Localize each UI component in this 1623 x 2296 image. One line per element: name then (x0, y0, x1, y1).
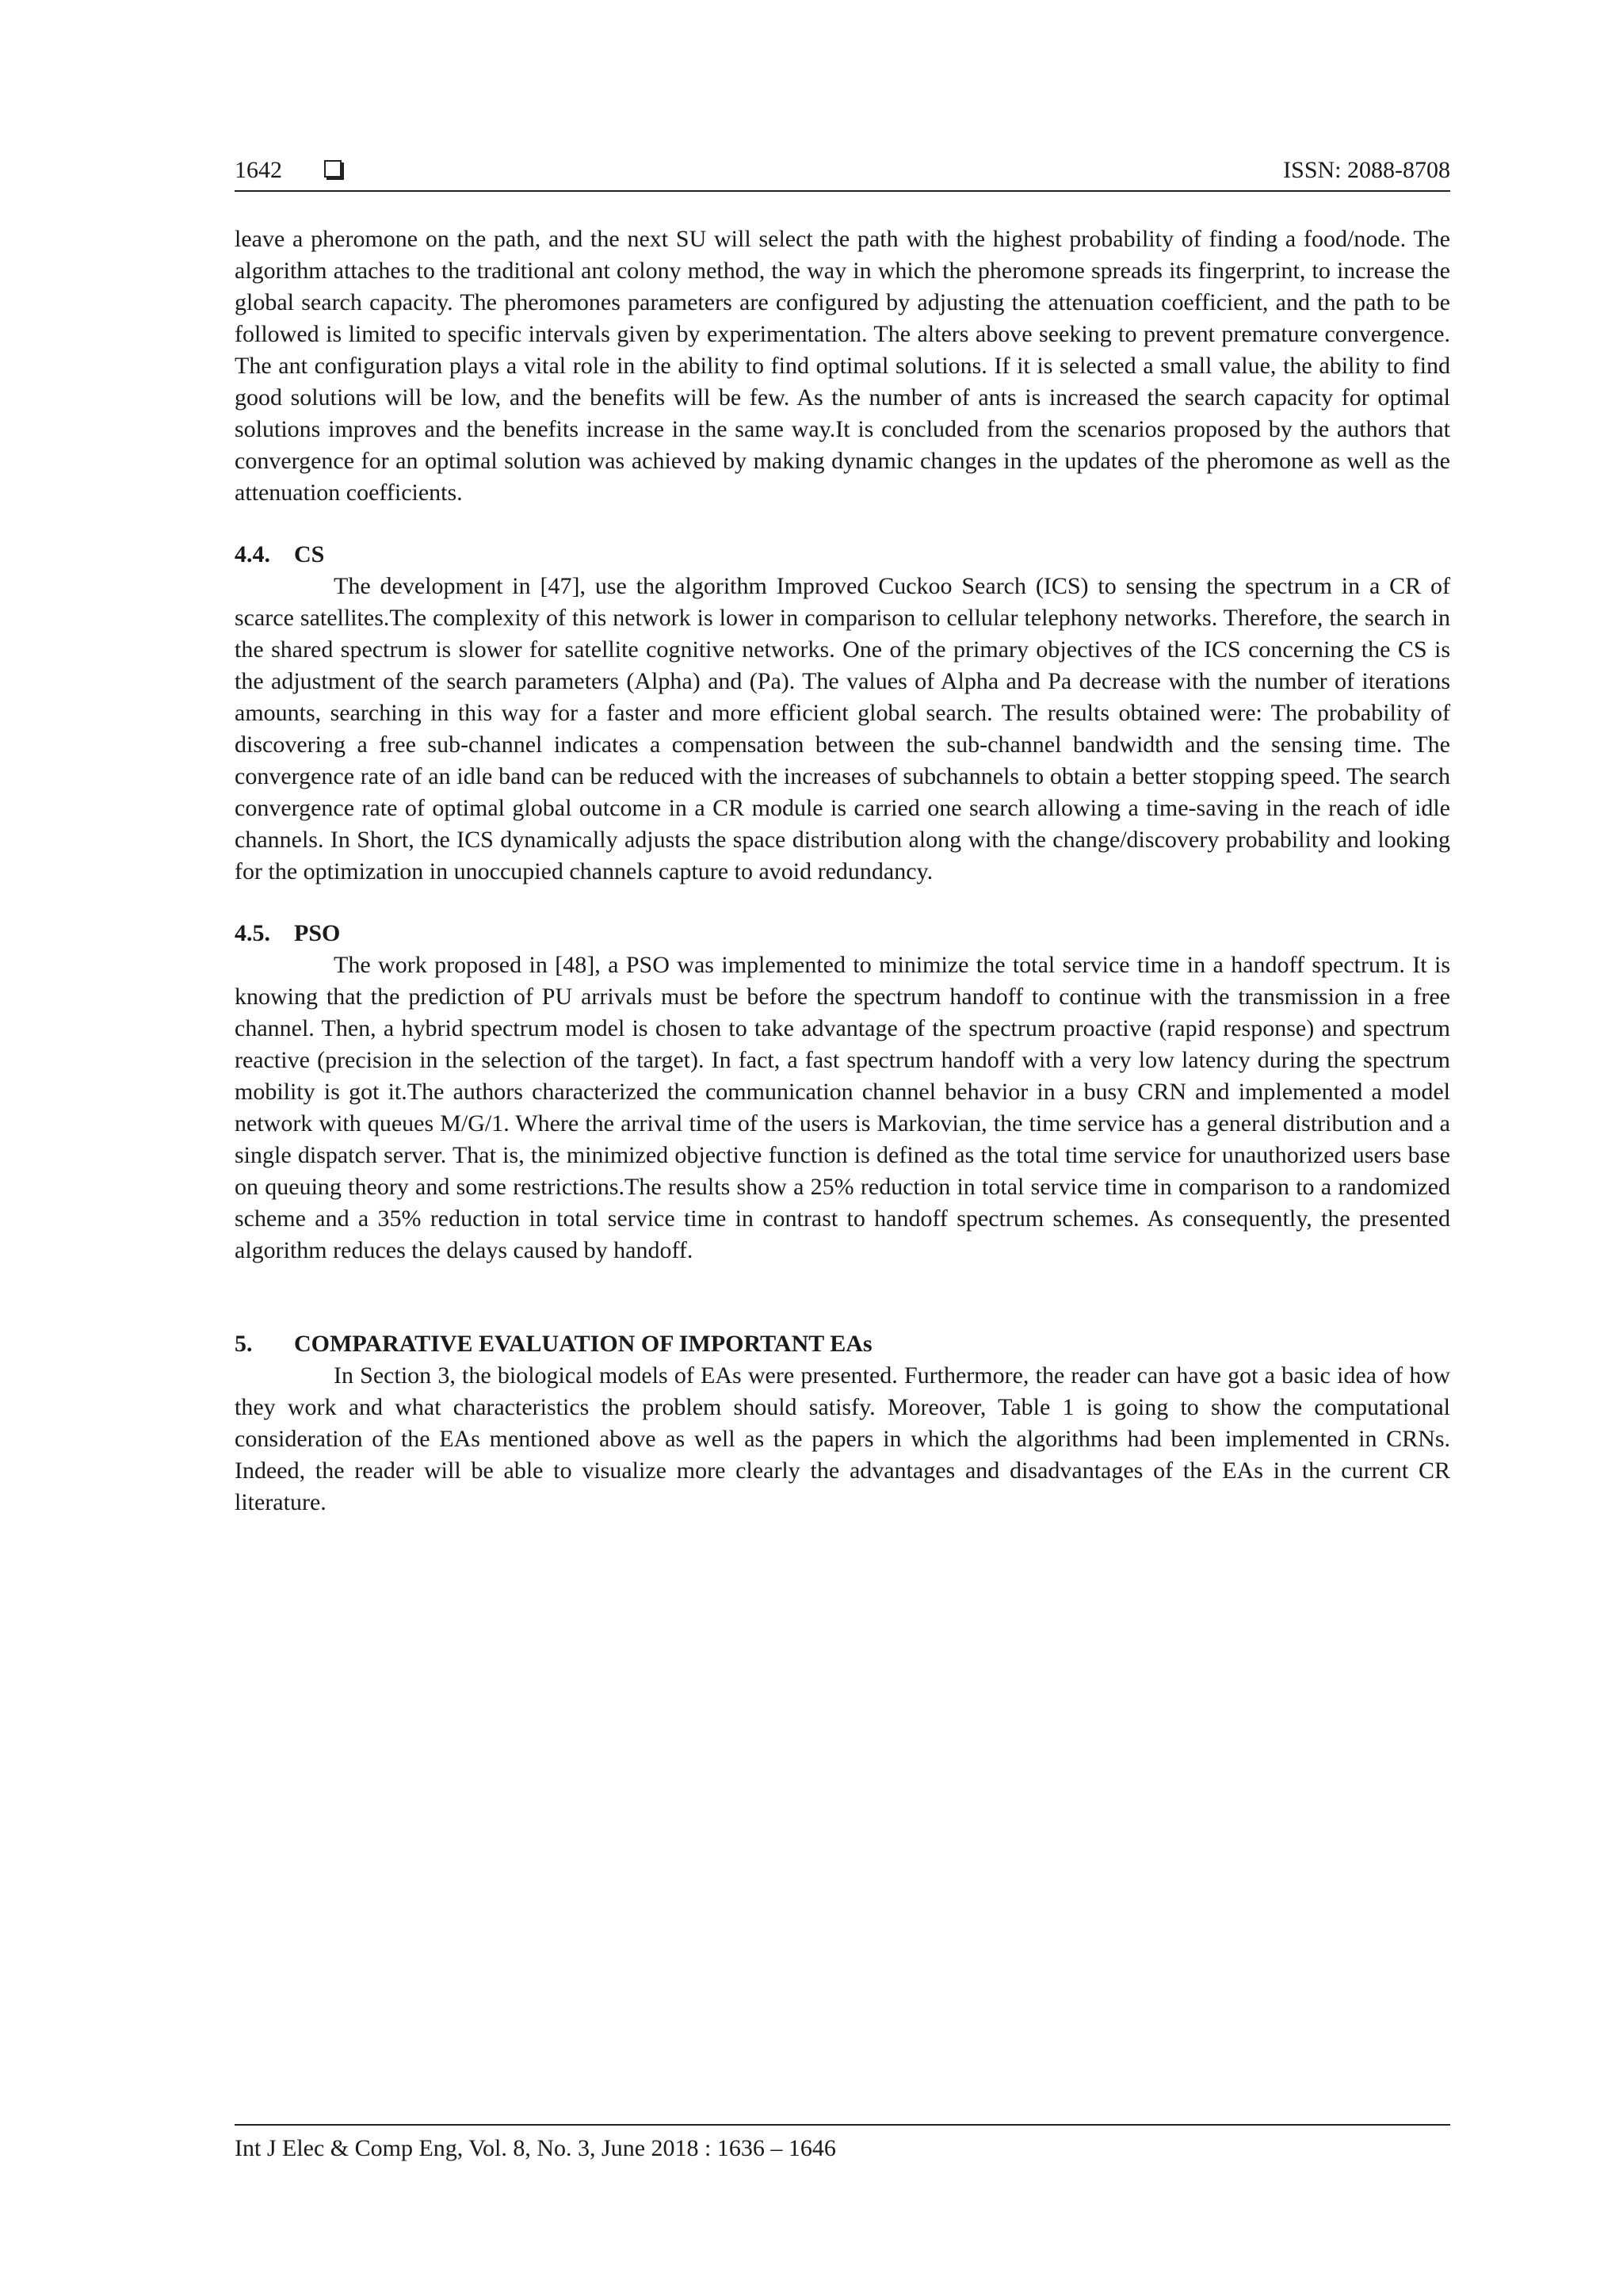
section-heading-comparative (235, 1328, 1450, 1360)
section-number: 5. (235, 1331, 253, 1357)
journal-issn: ISSN: 2088-8708 (1283, 157, 1450, 183)
intro-paragraph: leave a pheromone on the path, and the next SU will select the path with the highest probability of finding a food/node. The algorithm attaches to the traditional ant colony method, the way in which the pheromone spreads its fingerprint, to increase the global search capacity. The pheromones parameters are configured by adjusting the attenuation coefficient, and the path to be followed is limited to specific intervals given by experimentation. The alters above seeking to prevent premature convergence. The ant configuration plays a vital role in the ability to find optimal solutions. If it is selected a small value, the ability to find good solutions will be low, and the benefits will be few. As the number of ants is increased the search capacity for optimal solutions improves and the benefits increase in the same way.It is concluded from the scenarios proposed by the authors that convergence for an optimal solution was achieved by making dynamic changes in the updates of the pheromone as well as the attenuation coefficients. (235, 226, 1450, 506)
section-number: 4.4. (235, 541, 270, 567)
cs-paragraph: The development in [47], use the algorithm Improved Cuckoo Search (ICS) to sensing the spectrum in a CR of scarce satellites.The complexity of this network is lower in comparison to cellular telephony networks. Therefore, the search in the shared spectrum is slower for satellite cognitive networks. One of the primary objectives of the ICS concerning the CS is the adjustment of the search parameters (Alpha) and (Pa). The values of Alpha and Pa decrease with the number of iterations amounts, searching in this way for a faster and more efficient global search. The results obtained were: The probability of discovering a free sub-channel indicates a compensation between the sub-channel bandwidth and the sensing time. The convergence rate of an idle band can be reduced with the increases of subchannels to obtain a better stopping speed. The search convergence rate of optimal global outcome in a CR module is carried one search allowing a time-saving in the reach of idle channels. In Short, the ICS dynamically adjusts the space distribution along with the change/discovery probability and looking for the optimization in unoccupied channels capture to avoid redundancy. (235, 573, 1450, 884)
page-number: 1642 (235, 157, 282, 183)
section-heading-cs (235, 539, 1450, 571)
comparative-paragraph: In Section 3, the biological models of EAs were presented. Furthermore, the reader can have got a basic idea of how they work and what characteristics the problem should satisfy. Moreover, Table 1 is going to show the computational consideration of the EAs mentioned above as well as the papers in which the algorithms had been implemented in CRNs. Indeed, the reader will be able to visualize more clearly the advantages and disadvantages of the EAs in the current CR literature. (235, 1362, 1450, 1515)
square-bullet-icon (324, 160, 342, 178)
page-footer (235, 2124, 1450, 2162)
section-title: PSO (294, 920, 341, 946)
section-heading-pso (235, 918, 1450, 949)
section-title: CS (294, 541, 325, 567)
section-title: COMPARATIVE EVALUATION OF IMPORTANT EAs (294, 1331, 873, 1357)
page-header (235, 155, 1450, 192)
journal-citation: Int J Elec & Comp Eng, Vol. 8, No. 3, June 2018 : 1636 – 1646 (235, 2135, 836, 2161)
article-body (235, 223, 1450, 1519)
pso-paragraph: The work proposed in [48], a PSO was implemented to minimize the total service time in a handoff spectrum. It is knowing that the prediction of PU arrivals must be before the spectrum handoff to continue with the transmission in a free channel. Then, a hybrid spectrum model is chosen to take advantage of the spectrum proactive (rapid response) and spectrum reactive (precision in the selection of the target). In fact, a fast spectrum handoff with a very low latency during the spectrum mobility is got it.The authors characterized the communication channel behavior in a busy CRN and implemented a model network with queues M/G/1. Where the arrival time of the users is Markovian, the time service has a general distribution and a single dispatch server. That is, the minimized objective function is defined as the total time service for unauthorized users base on queuing theory and some restrictions.The results show a 25% reduction in total service time in comparison to a randomized scheme and a 35% reduction in total service time in contrast to handoff spectrum schemes. As consequently, the presented algorithm reduces the delays caused by handoff. (235, 952, 1450, 1263)
section-number: 4.5. (235, 920, 270, 946)
